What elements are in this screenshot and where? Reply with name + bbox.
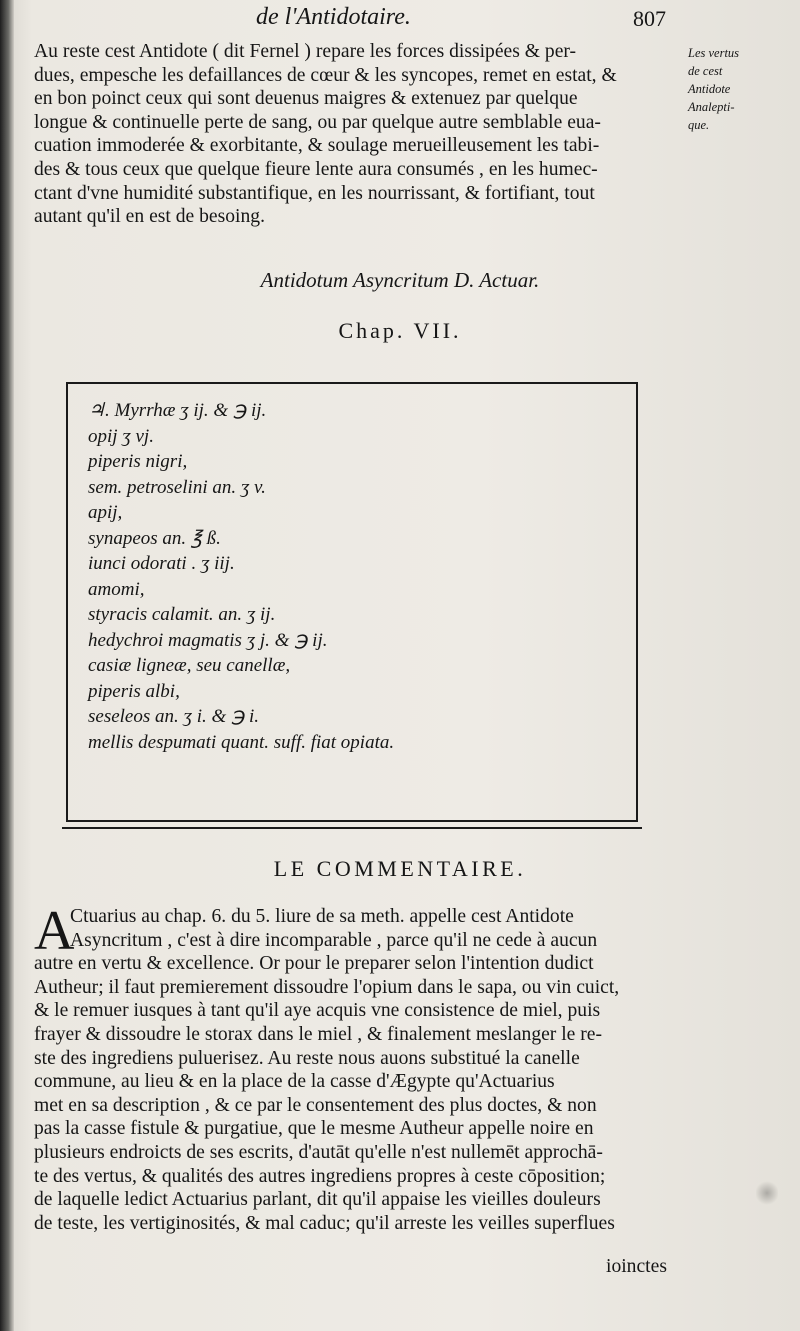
text-line: ctant d'vne humidité substantifique, en les nourrissant, & fortifiant, tout	[34, 182, 595, 204]
text-line: & le remuer iusques à tant qu'il aye acquis vne consistence de miel, puis	[34, 1000, 601, 1022]
recipe-item: ♃. Myrrhæ ʒ ij. & ℈ ij.	[88, 400, 267, 421]
recipe-item: seseleos an. ʒ i. & ℈ i.	[88, 706, 260, 727]
text-line: met en sa description , & ce par le consentement des plus doctes, & non	[34, 1094, 597, 1116]
text-line: pas la casse fistule & purgatiue, que le mesme Autheur appelle noire en	[34, 1118, 594, 1140]
marginal-line: Analepti-	[688, 100, 735, 114]
text-line: Asyncritum , c'est à dire incomparable , parce qu'il ne cede à aucun	[70, 929, 598, 951]
intro-paragraph	[34, 40, 682, 229]
recipe-item: iunci odorati . ʒ iij.	[88, 553, 235, 574]
text-line: de laquelle ledict Actuarius parlant, dit qu'il appaise les vieilles douleurs	[34, 1189, 601, 1211]
text-line: cuation immoderée & exorbitante, & soulage merueilleusement les tabi-	[34, 135, 600, 157]
marginal-line: Les vertus	[688, 46, 740, 60]
binding-gutter	[0, 0, 14, 1331]
recipe-box	[66, 382, 638, 822]
text-line: longue & continuelle perte de sang, ou par quelque autre semblable eua-	[34, 111, 601, 133]
text-line: frayer & dissoudre le storax dans le miel , & finalement meslanger le re-	[34, 1023, 603, 1045]
recipe-item: casiæ ligneæ, seu canellæ,	[88, 655, 291, 676]
text-line: Autheur; il faut premierement dissoudre l'opium dans le sapa, ou vin cuict,	[34, 976, 620, 998]
paper-stain	[756, 1180, 778, 1206]
text-line: Ctuarius au chap. 6. du 5. liure de sa meth. appelle cest Antidote	[70, 906, 574, 927]
text-line: te des vertus, & qualités des autres ingrediens propres à ceste cōposition;	[34, 1165, 606, 1187]
text-line: dues, empesche les defaillances de cœur & les syncopes, remet en estat, &	[34, 64, 617, 86]
recipe-item: piperis albi,	[88, 680, 180, 702]
text-line: ste des ingrediens puluerisez. Au reste nous auons substitué la canelle	[34, 1047, 580, 1069]
drop-cap: A	[34, 900, 75, 962]
recipe-item: synapeos an. ℥ ß.	[88, 527, 221, 549]
recipe-item: hedychroi magmatis ʒ j. & ℈ ij.	[88, 629, 328, 651]
recipe-item: sem. petroselini an. ʒ v.	[88, 476, 266, 498]
text-line: des & tous ceux que quelque fieure lente aura consumés , en les humec-	[34, 158, 598, 180]
marginal-line: que.	[688, 118, 710, 132]
text-line: autre en vertu & excellence. Or pour le preparer selon l'intention dudict	[34, 953, 594, 975]
text-line: de teste, les vertiginosités, & mal caduc; qu'il arreste les veilles superflues	[34, 1212, 615, 1234]
text-line: autant qu'il en est de besoing.	[34, 206, 265, 228]
marginal-note	[688, 44, 792, 134]
recipe-item: apij,	[88, 502, 123, 523]
text-line: plusieurs endroicts de ses escrits, d'autāt qu'elle n'est nullemēt approchā-	[34, 1141, 603, 1163]
page-header	[0, 2, 800, 36]
running-head: de l'Antidotaire.	[256, 4, 411, 30]
recipe-item: mellis despumati quant. suff. fiat opiata.	[88, 731, 395, 753]
page-number: 807	[633, 6, 666, 31]
recipe-item: opij ʒ vj.	[88, 425, 154, 447]
text-line: Au reste cest Antidote ( dit Fernel ) repare les forces dissipées & per-	[34, 41, 577, 62]
text-line: commune, au lieu & en la place de la casse d'Ægypte qu'Actuarius	[34, 1071, 555, 1093]
text-line: en bon poinct ceux qui sont deuenus maigres & extenuez par quelque	[34, 88, 578, 110]
recipe-item: piperis nigri,	[88, 451, 188, 472]
marginal-line: de cest	[688, 64, 723, 78]
commentary-paragraph	[34, 900, 682, 1235]
catchword: ioinctes	[606, 1256, 667, 1277]
marginal-line: Antidote	[688, 82, 731, 96]
recipe-item: styracis calamit. an. ʒ ij.	[88, 604, 276, 625]
recipe-item: amomi,	[88, 578, 145, 600]
recipe-list	[88, 398, 394, 755]
commentary-heading: LE COMMENTAIRE.	[273, 856, 527, 881]
chapter-heading: Chap. VII.	[338, 318, 462, 343]
recipe-subtitle: Antidotum Asyncritum D. Actuar.	[260, 268, 540, 292]
